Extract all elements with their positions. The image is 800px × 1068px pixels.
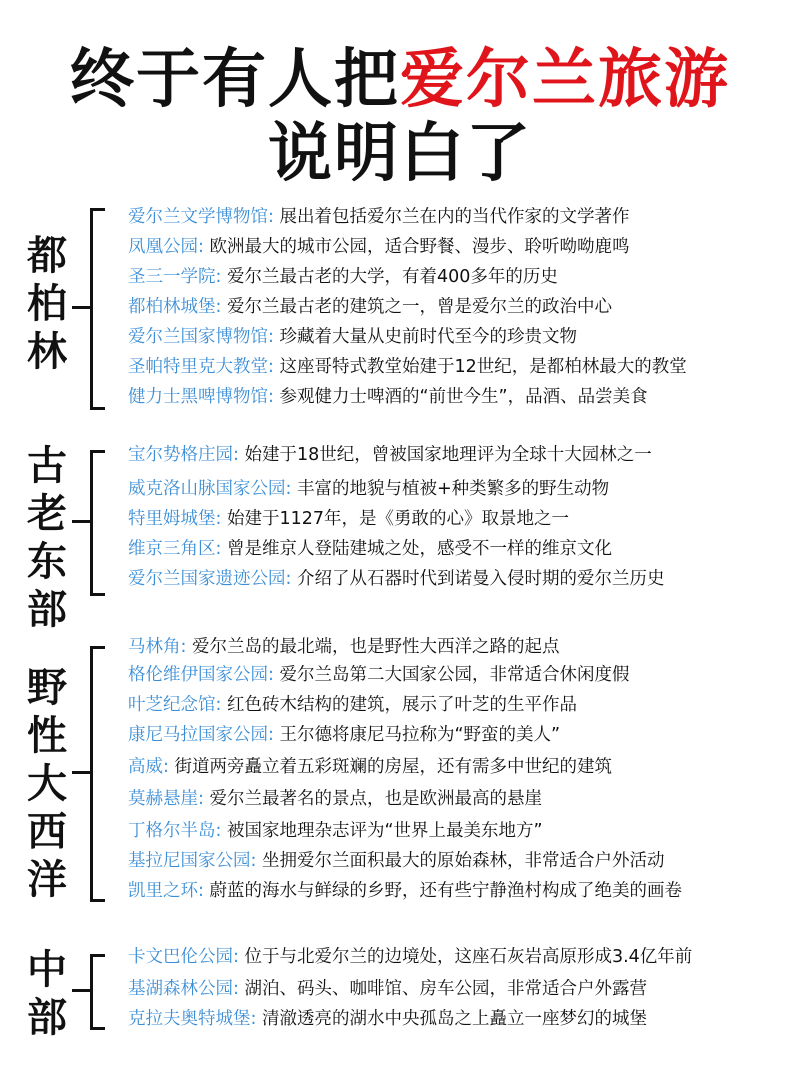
attraction-row	[128, 292, 612, 322]
attraction-row	[128, 974, 647, 1004]
attraction-description: 展出着包括爱尔兰在内的当代作家的文学著作	[273, 207, 630, 227]
region-char: 洋	[27, 857, 67, 903]
region-label	[22, 664, 72, 904]
attraction-row	[128, 720, 560, 750]
attraction-description: 爱尔兰岛的最北端，也是野性大西洋之路的起点	[186, 637, 560, 657]
attraction-row	[128, 752, 612, 782]
region-char: 老	[27, 491, 67, 537]
attraction-row	[128, 232, 629, 262]
attraction-description: 被国家地理杂志评为“世界上最美东地方”	[221, 821, 543, 841]
attraction-row	[128, 352, 687, 382]
region-char: 部	[27, 587, 67, 633]
region-char: 性	[27, 713, 67, 759]
attraction-description: 街道两旁矗立着五彩斑斓的房屋，还有需多中世纪的建筑	[168, 757, 612, 777]
bracket-tick	[72, 306, 90, 309]
attraction-description: 爱尔兰最古老的大学，有着400多年的历史	[221, 267, 558, 287]
attraction-description: 王尔德将康尼马拉称为“野蛮的美人”	[273, 725, 561, 745]
attraction-row	[128, 876, 682, 906]
bracket-line	[90, 954, 105, 1030]
attraction-row	[128, 816, 543, 846]
attraction-row	[128, 474, 609, 504]
attraction-name: 维京三角区:	[128, 539, 222, 559]
attraction-row	[128, 846, 664, 876]
region-char: 柏	[27, 281, 67, 327]
attraction-name: 宝尔势格庄园:	[128, 445, 239, 465]
region-label	[22, 946, 72, 1042]
region-char: 中	[27, 947, 67, 993]
attraction-description: 始建于1127年，是《勇敢的心》取景地之一	[221, 509, 570, 529]
attraction-name: 圣三一学院:	[128, 267, 222, 287]
attraction-name: 健力士黑啤博物馆:	[128, 387, 274, 407]
attraction-description: 这座哥特式教堂始建于12世纪，是都柏林最大的教堂	[273, 357, 687, 377]
attraction-description: 湖泊、码头、咖啡馆、房车公园，非常适合户外露营	[238, 979, 647, 999]
title-highlight: 爱尔兰旅游	[400, 43, 730, 117]
attraction-name: 康尼马拉国家公园:	[128, 725, 274, 745]
attraction-row	[128, 504, 569, 534]
attraction-name: 基湖森林公园:	[128, 979, 239, 999]
region-char: 古	[27, 443, 67, 489]
attraction-description: 丰富的地貌与植被+种类繁多的野生动物	[291, 479, 610, 499]
region-char: 西	[27, 809, 67, 855]
bracket-line	[90, 208, 105, 410]
region-char: 野	[27, 665, 67, 711]
attraction-description: 坐拥爱尔兰面积最大的原始森林，非常适合户外活动	[256, 851, 665, 871]
attraction-row	[128, 534, 612, 564]
attraction-name: 凤凰公园:	[128, 237, 204, 257]
attraction-name: 基拉尼国家公园:	[128, 851, 257, 871]
attraction-name: 威克洛山脉国家公园:	[128, 479, 292, 499]
attraction-name: 爱尔兰国家博物馆:	[128, 327, 274, 347]
attraction-row	[128, 440, 652, 470]
attraction-row	[128, 322, 577, 352]
attraction-row	[128, 564, 664, 594]
attraction-name: 莫赫悬崖:	[128, 789, 204, 809]
region-char: 林	[27, 329, 67, 375]
bracket-tick	[72, 771, 90, 774]
attraction-name: 都柏林城堡:	[128, 297, 222, 317]
attraction-description: 爱尔兰岛第二大国家公园，非常适合休闲度假	[273, 665, 630, 685]
region-char: 都	[27, 233, 67, 279]
attraction-row	[128, 660, 629, 690]
attraction-row	[128, 1004, 647, 1034]
attraction-name: 爱尔兰国家遗迹公园:	[128, 569, 292, 589]
attraction-description: 参观健力士啤酒的“前世今生”，品酒、品尝美食	[273, 387, 648, 407]
attraction-name: 格伦维伊国家公园:	[128, 665, 274, 685]
attraction-description: 欧洲最大的城市公园，适合野餐、漫步、聆听呦呦鹿鸣	[203, 237, 630, 257]
bracket-line	[90, 450, 105, 596]
attraction-name: 圣帕特里克大教堂:	[128, 357, 274, 377]
attraction-row	[128, 784, 542, 814]
attraction-name: 丁格尔半岛:	[128, 821, 222, 841]
page-title-line-2: 说明白了	[268, 117, 532, 191]
attraction-description: 曾是维京人登陆建城之处，感受不一样的维京文化	[221, 539, 612, 559]
attraction-description: 蔚蓝的海水与鲜绿的乡野，还有些宁静渔村构成了绝美的画卷	[203, 881, 682, 901]
attraction-row	[128, 942, 692, 972]
attraction-description: 位于与北爱尔兰的边境处，这座石灰岩高原形成3.4亿年前	[238, 947, 693, 967]
region-label	[22, 232, 72, 376]
attraction-name: 高威:	[128, 757, 169, 777]
attraction-name: 凯里之环:	[128, 881, 204, 901]
bracket-line	[90, 646, 105, 902]
attraction-description: 清澈透亮的湖水中央孤岛之上矗立一座梦幻的城堡	[256, 1009, 647, 1029]
region-char: 大	[27, 761, 67, 807]
page-title-line-1	[0, 44, 800, 116]
attraction-name: 特里姆城堡:	[128, 509, 222, 529]
attraction-row	[128, 382, 648, 412]
attraction-name: 爱尔兰文学博物馆:	[128, 207, 274, 227]
attraction-name: 卡文巴伦公园:	[128, 947, 239, 967]
bracket-tick	[72, 520, 90, 523]
attraction-row	[128, 632, 559, 662]
attraction-description: 始建于18世纪，曾被国家地理评为全球十大园林之一	[238, 445, 652, 465]
attraction-name: 克拉夫奥特城堡:	[128, 1009, 257, 1029]
title-part-1: 终于有人把	[70, 43, 400, 117]
attraction-description: 介绍了从石器时代到诺曼入侵时期的爱尔兰历史	[291, 569, 665, 589]
attraction-description: 珍藏着大量从史前时代至今的珍贵文物	[273, 327, 577, 347]
region-char: 部	[27, 995, 67, 1041]
attraction-name: 叶芝纪念馆:	[128, 695, 222, 715]
region-label	[22, 442, 72, 634]
attraction-description: 爱尔兰最古老的建筑之一，曾是爱尔兰的政治中心	[221, 297, 612, 317]
region-char: 东	[27, 539, 67, 585]
attraction-row	[128, 202, 629, 232]
attraction-description: 红色砖木结构的建筑，展示了叶芝的生平作品	[221, 695, 577, 715]
attraction-name: 马林角:	[128, 637, 187, 657]
attraction-description: 爱尔兰最著名的景点，也是欧洲最高的悬崖	[203, 789, 542, 809]
attraction-row	[128, 690, 577, 720]
attraction-row	[128, 262, 558, 292]
bracket-tick	[72, 989, 90, 992]
